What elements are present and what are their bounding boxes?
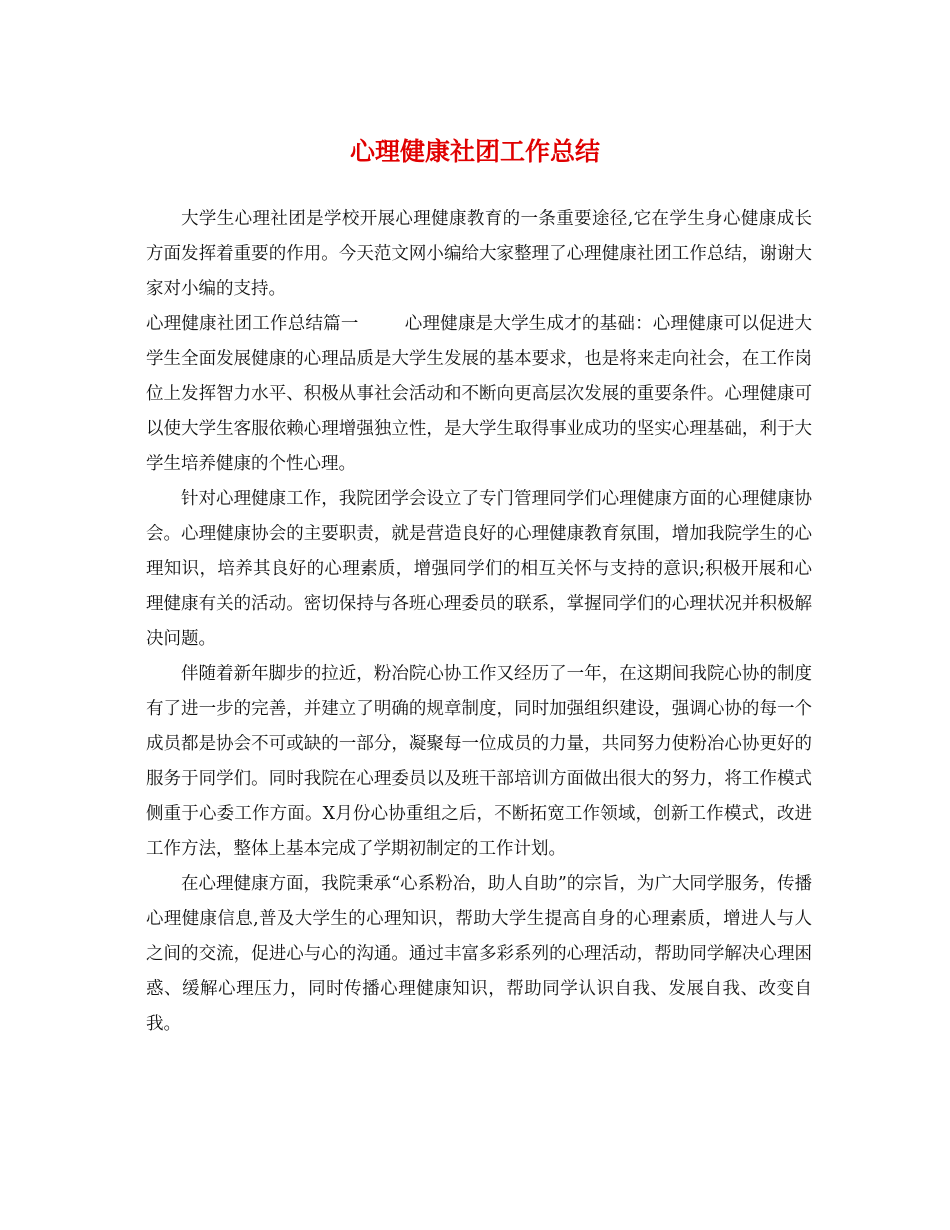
document-title: 心理健康社团工作总结 [349,137,600,166]
paragraph-text: 心理健康是大学生成才的基础：心理健康可以促进大学生全面发展健康的心理品质是大学生发展的基本要求，也是将来走向社会，在工作岗位上发挥智力水平、积极从事社会活动和不断向更高层次发展的重要条件。心理健康可以使大学生客服依赖心理增强独立性，是大学生取得事业成功的坚实心理基础，利于大学生培养健康的个性心理。 [146,314,813,474]
paragraph-intro [146,202,812,307]
paragraph-mission [146,867,812,1042]
document-body [146,202,812,1042]
paragraph-new-year [146,657,812,867]
paragraph-section-one [146,307,812,482]
paragraph-text: 大学生心理社团是学校开展心理健康教育的一条重要途径,它在学生身心健康成长方面发挥着重要的作用。今天范文网小编给大家整理了心理健康社团工作总结，谢谢大家对小编的支持。 [146,209,812,299]
paragraph-text: 针对心理健康工作，我院团学会设立了专门管理同学们心理健康方面的心理健康协会。心理健康协会的主要职责，就是营造良好的心理健康教育氛围，增加我院学生的心理知识，培养其良好的心理素质，增强同学们的相互关怀与支持的意识;积极开展和心理健康有关的活动。密切保持与各班心理委员的联系，掌握同学们的心理状况并积极解决问题。 [146,489,812,649]
paragraph-text: 伴随着新年脚步的拉近，粉冶院心协工作又经历了一年，在这期间我院心协的制度有了进一步的完善，并建立了明确的规章制度，同时加强组织建设，强调心协的每一个成员都是协会不可或缺的一部分，凝聚每一位成员的力量，共同努力使粉冶心协更好的服务于同学们。同时我院在心理委员以及班干部培训方面做出很大的努力，将工作模式侧重于心委工作方面。X月份心协重组之后，不断拓宽工作领域，创新工作模式，改进工作方法，整体上基本完成了学期初制定的工作计划。 [146,664,812,859]
paragraph-text: 在心理健康方面，我院秉承“心系粉冶，助人自助”的宗旨，为广大同学服务，传播心理健康信息,普及大学生的心理知识，帮助大学生提高自身的心理素质，增进人与人之间的交流，促进心与心的沟通。通过丰富多彩系列的心理活动，帮助同学解决心理困惑、缓解心理压力，同时传播心理健康知识，帮助同学认识自我、发展自我、改变自我。 [146,874,812,1034]
section-heading: 心理健康社团工作总结篇一 [146,314,359,334]
paragraph-association [146,482,812,657]
heading-spacer [359,314,405,334]
